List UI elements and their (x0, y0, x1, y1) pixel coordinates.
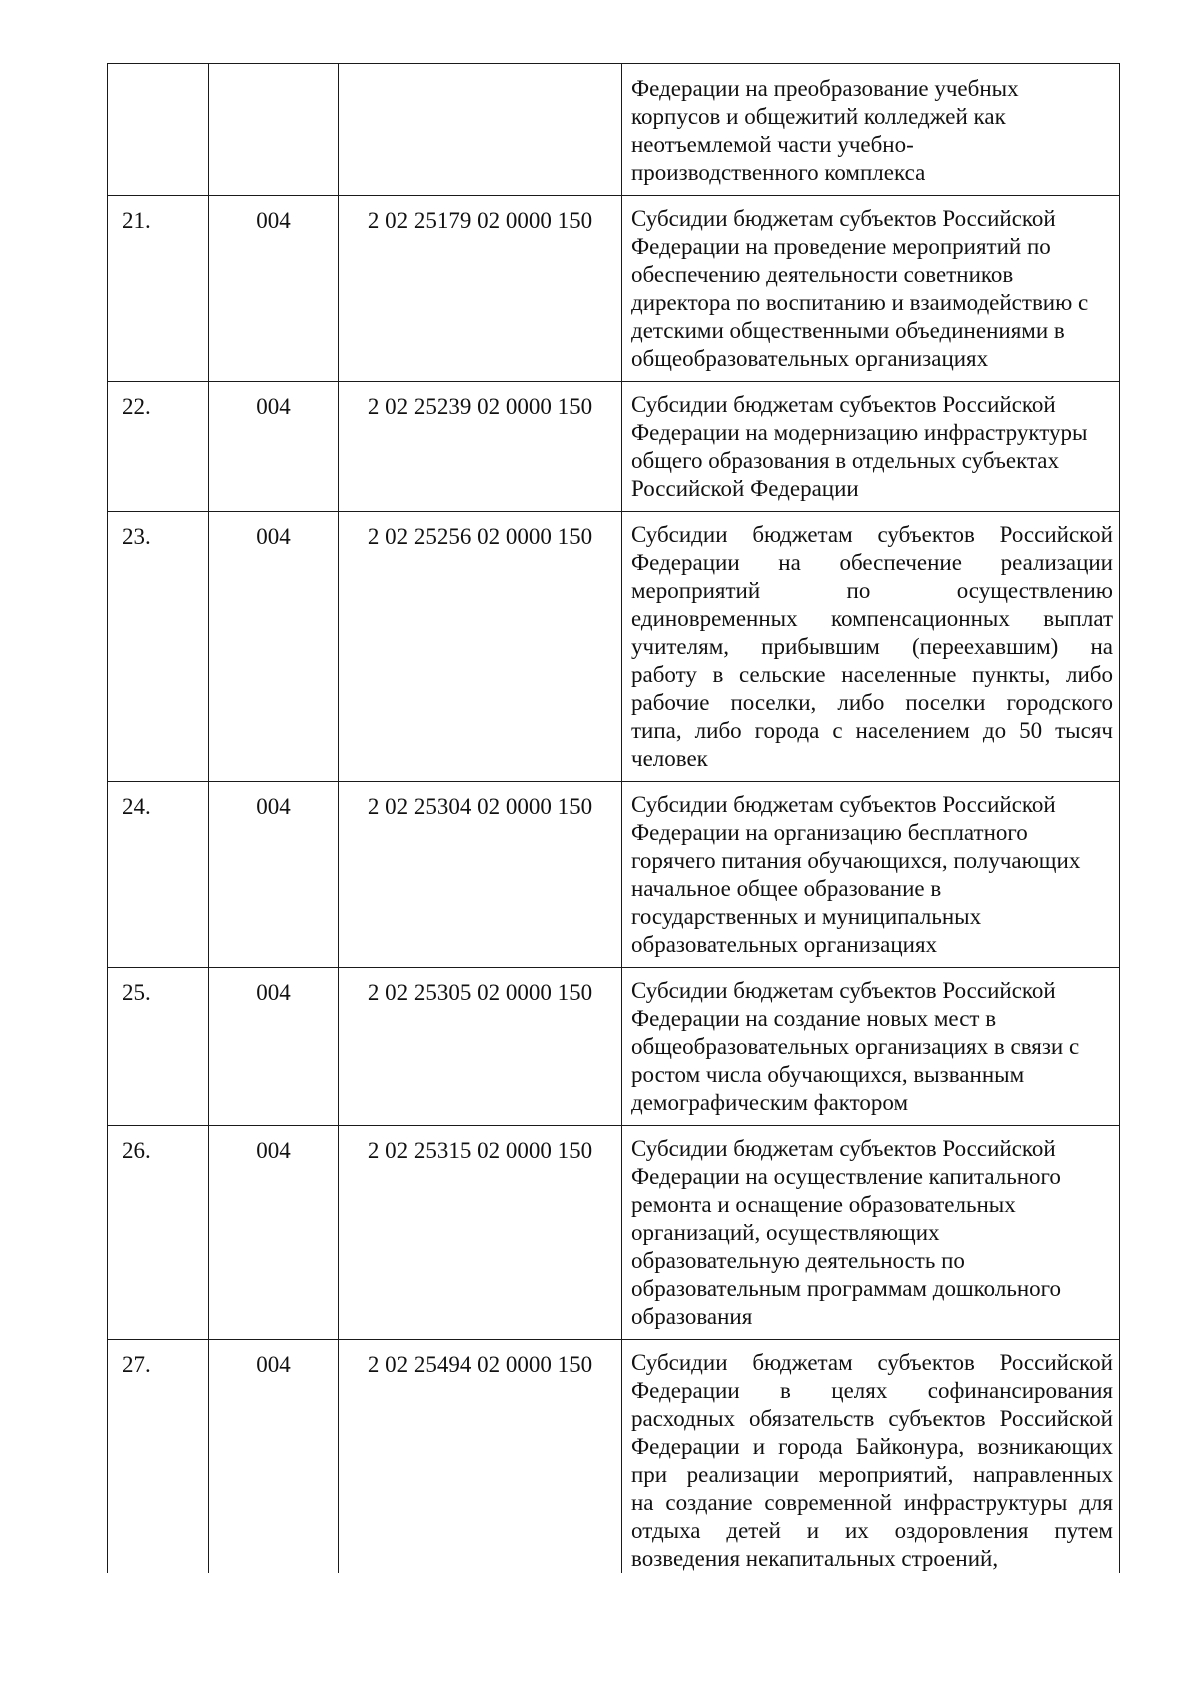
description-line: начальное общее образование в (631, 876, 942, 901)
description-line: общеобразовательных организациях (631, 346, 989, 371)
admin-code-cell: 004 (209, 512, 339, 782)
revenue-description-cell (622, 64, 1120, 196)
description-line: детскими общественными объединениями в (631, 318, 1065, 343)
description-line: работу в сельские населенные пункты, либо (631, 662, 1113, 687)
description-line: Федерации на осуществление капитального (631, 1164, 1061, 1189)
row-number-cell: 21. (108, 196, 209, 382)
admin-code-cell: 004 (209, 782, 339, 968)
description-line: Федерации на преобразование учебных (631, 76, 1019, 101)
revenue-description-cell (622, 382, 1120, 512)
row-number-cell: 23. (108, 512, 209, 782)
revenue-description-cell (622, 1340, 1120, 1574)
description-line: Субсидии бюджетам субъектов Российской (631, 392, 1056, 417)
description-line: учителям, прибывшим (переехавшим) на (631, 634, 1113, 659)
budget-code-cell: 2 02 25256 02 0000 150 (339, 512, 622, 782)
description-line: Федерации на обеспечение реализации (631, 550, 1113, 575)
description-line: Субсидии бюджетам субъектов Российской (631, 1136, 1056, 1161)
revenue-description-cell (622, 1126, 1120, 1340)
description-line: неотъемлемой части учебно- (631, 132, 914, 157)
description-line: ремонта и оснащение образовательных (631, 1192, 1016, 1217)
row-number-cell: 25. (108, 968, 209, 1126)
description-line: Субсидии бюджетам субъектов Российской (631, 522, 1113, 547)
description-line: государственных и муниципальных (631, 904, 982, 929)
description-line: производственного комплекса (631, 160, 926, 185)
table-row (108, 196, 1120, 382)
description-line: обеспечению деятельности советников (631, 262, 1014, 287)
description-line: Федерации на создание новых мест в (631, 1006, 997, 1031)
table-row (108, 512, 1120, 782)
description-line: Субсидии бюджетам субъектов Российской (631, 792, 1056, 817)
description-line: корпусов и общежитий колледжей как (631, 104, 1006, 129)
budget-code-cell: 2 02 25315 02 0000 150 (339, 1126, 622, 1340)
description-line: демографическим фактором (631, 1090, 909, 1115)
description-line: образовательным программам дошкольного (631, 1276, 1061, 1301)
table-row (108, 382, 1120, 512)
description-line: образования (631, 1304, 753, 1329)
admin-code-cell (209, 64, 339, 196)
admin-code-cell: 004 (209, 382, 339, 512)
description-line: Российской Федерации (631, 476, 859, 501)
description-line: отдыха детей и их оздоровления путем (631, 1518, 1113, 1543)
description-line: образовательных организациях (631, 932, 938, 957)
description-line: Субсидии бюджетам субъектов Российской (631, 1350, 1113, 1375)
revenue-description-cell (622, 512, 1120, 782)
description-line: мероприятий по осуществлению (631, 578, 1113, 603)
description-line: Федерации в целях софинансирования (631, 1378, 1113, 1403)
budget-code-cell: 2 02 25239 02 0000 150 (339, 382, 622, 512)
budget-code-cell: 2 02 25304 02 0000 150 (339, 782, 622, 968)
description-line: единовременных компенсационных выплат (631, 606, 1113, 631)
table-row (108, 64, 1120, 196)
description-line: при реализации мероприятий, направленных (631, 1462, 1113, 1487)
budget-classification-table (107, 63, 1120, 1573)
budget-code-cell: 2 02 25494 02 0000 150 (339, 1340, 622, 1574)
revenue-description-cell (622, 196, 1120, 382)
description-line: рабочие поселки, либо поселки городского (631, 690, 1113, 715)
description-line: организаций, осуществляющих (631, 1220, 940, 1245)
admin-code-cell: 004 (209, 1126, 339, 1340)
description-line: образовательную деятельность по (631, 1248, 965, 1273)
description-line: расходных обязательств субъектов Российской (631, 1406, 1113, 1431)
description-line: Федерации и города Байконура, возникающих (631, 1434, 1113, 1459)
revenue-description-cell (622, 782, 1120, 968)
revenue-description-cell (622, 968, 1120, 1126)
description-line: человек (631, 746, 708, 771)
row-number-cell: 22. (108, 382, 209, 512)
budget-code-cell: 2 02 25179 02 0000 150 (339, 196, 622, 382)
description-line: Федерации на проведение мероприятий по (631, 234, 1051, 259)
row-number-cell: 26. (108, 1126, 209, 1340)
description-line: общеобразовательных организациях в связи с (631, 1034, 1080, 1059)
description-line: Субсидии бюджетам субъектов Российской (631, 978, 1056, 1003)
description-line: возведения некапитальных строений, (631, 1546, 999, 1571)
description-line: директора по воспитанию и взаимодействию с (631, 290, 1089, 315)
description-line: Субсидии бюджетам субъектов Российской (631, 206, 1056, 231)
row-number-cell (108, 64, 209, 196)
description-line: на создание современной инфраструктуры для (631, 1490, 1113, 1515)
budget-code-cell (339, 64, 622, 196)
table-row (108, 1126, 1120, 1340)
row-number-cell: 27. (108, 1340, 209, 1574)
admin-code-cell: 004 (209, 196, 339, 382)
table-row (108, 782, 1120, 968)
description-line: ростом числа обучающихся, вызванным (631, 1062, 1025, 1087)
admin-code-cell: 004 (209, 968, 339, 1126)
description-line: Федерации на модернизацию инфраструктуры (631, 420, 1088, 445)
description-line: общего образования в отдельных субъектах (631, 448, 1059, 473)
table-row (108, 968, 1120, 1126)
table-body (108, 64, 1120, 1574)
admin-code-cell: 004 (209, 1340, 339, 1574)
budget-code-cell: 2 02 25305 02 0000 150 (339, 968, 622, 1126)
description-line: Федерации на организацию бесплатного (631, 820, 1028, 845)
table-row (108, 1340, 1120, 1574)
description-line: горячего питания обучающихся, получающих (631, 848, 1081, 873)
row-number-cell: 24. (108, 782, 209, 968)
description-line: типа, либо города с населением до 50 тысяч (631, 718, 1113, 743)
